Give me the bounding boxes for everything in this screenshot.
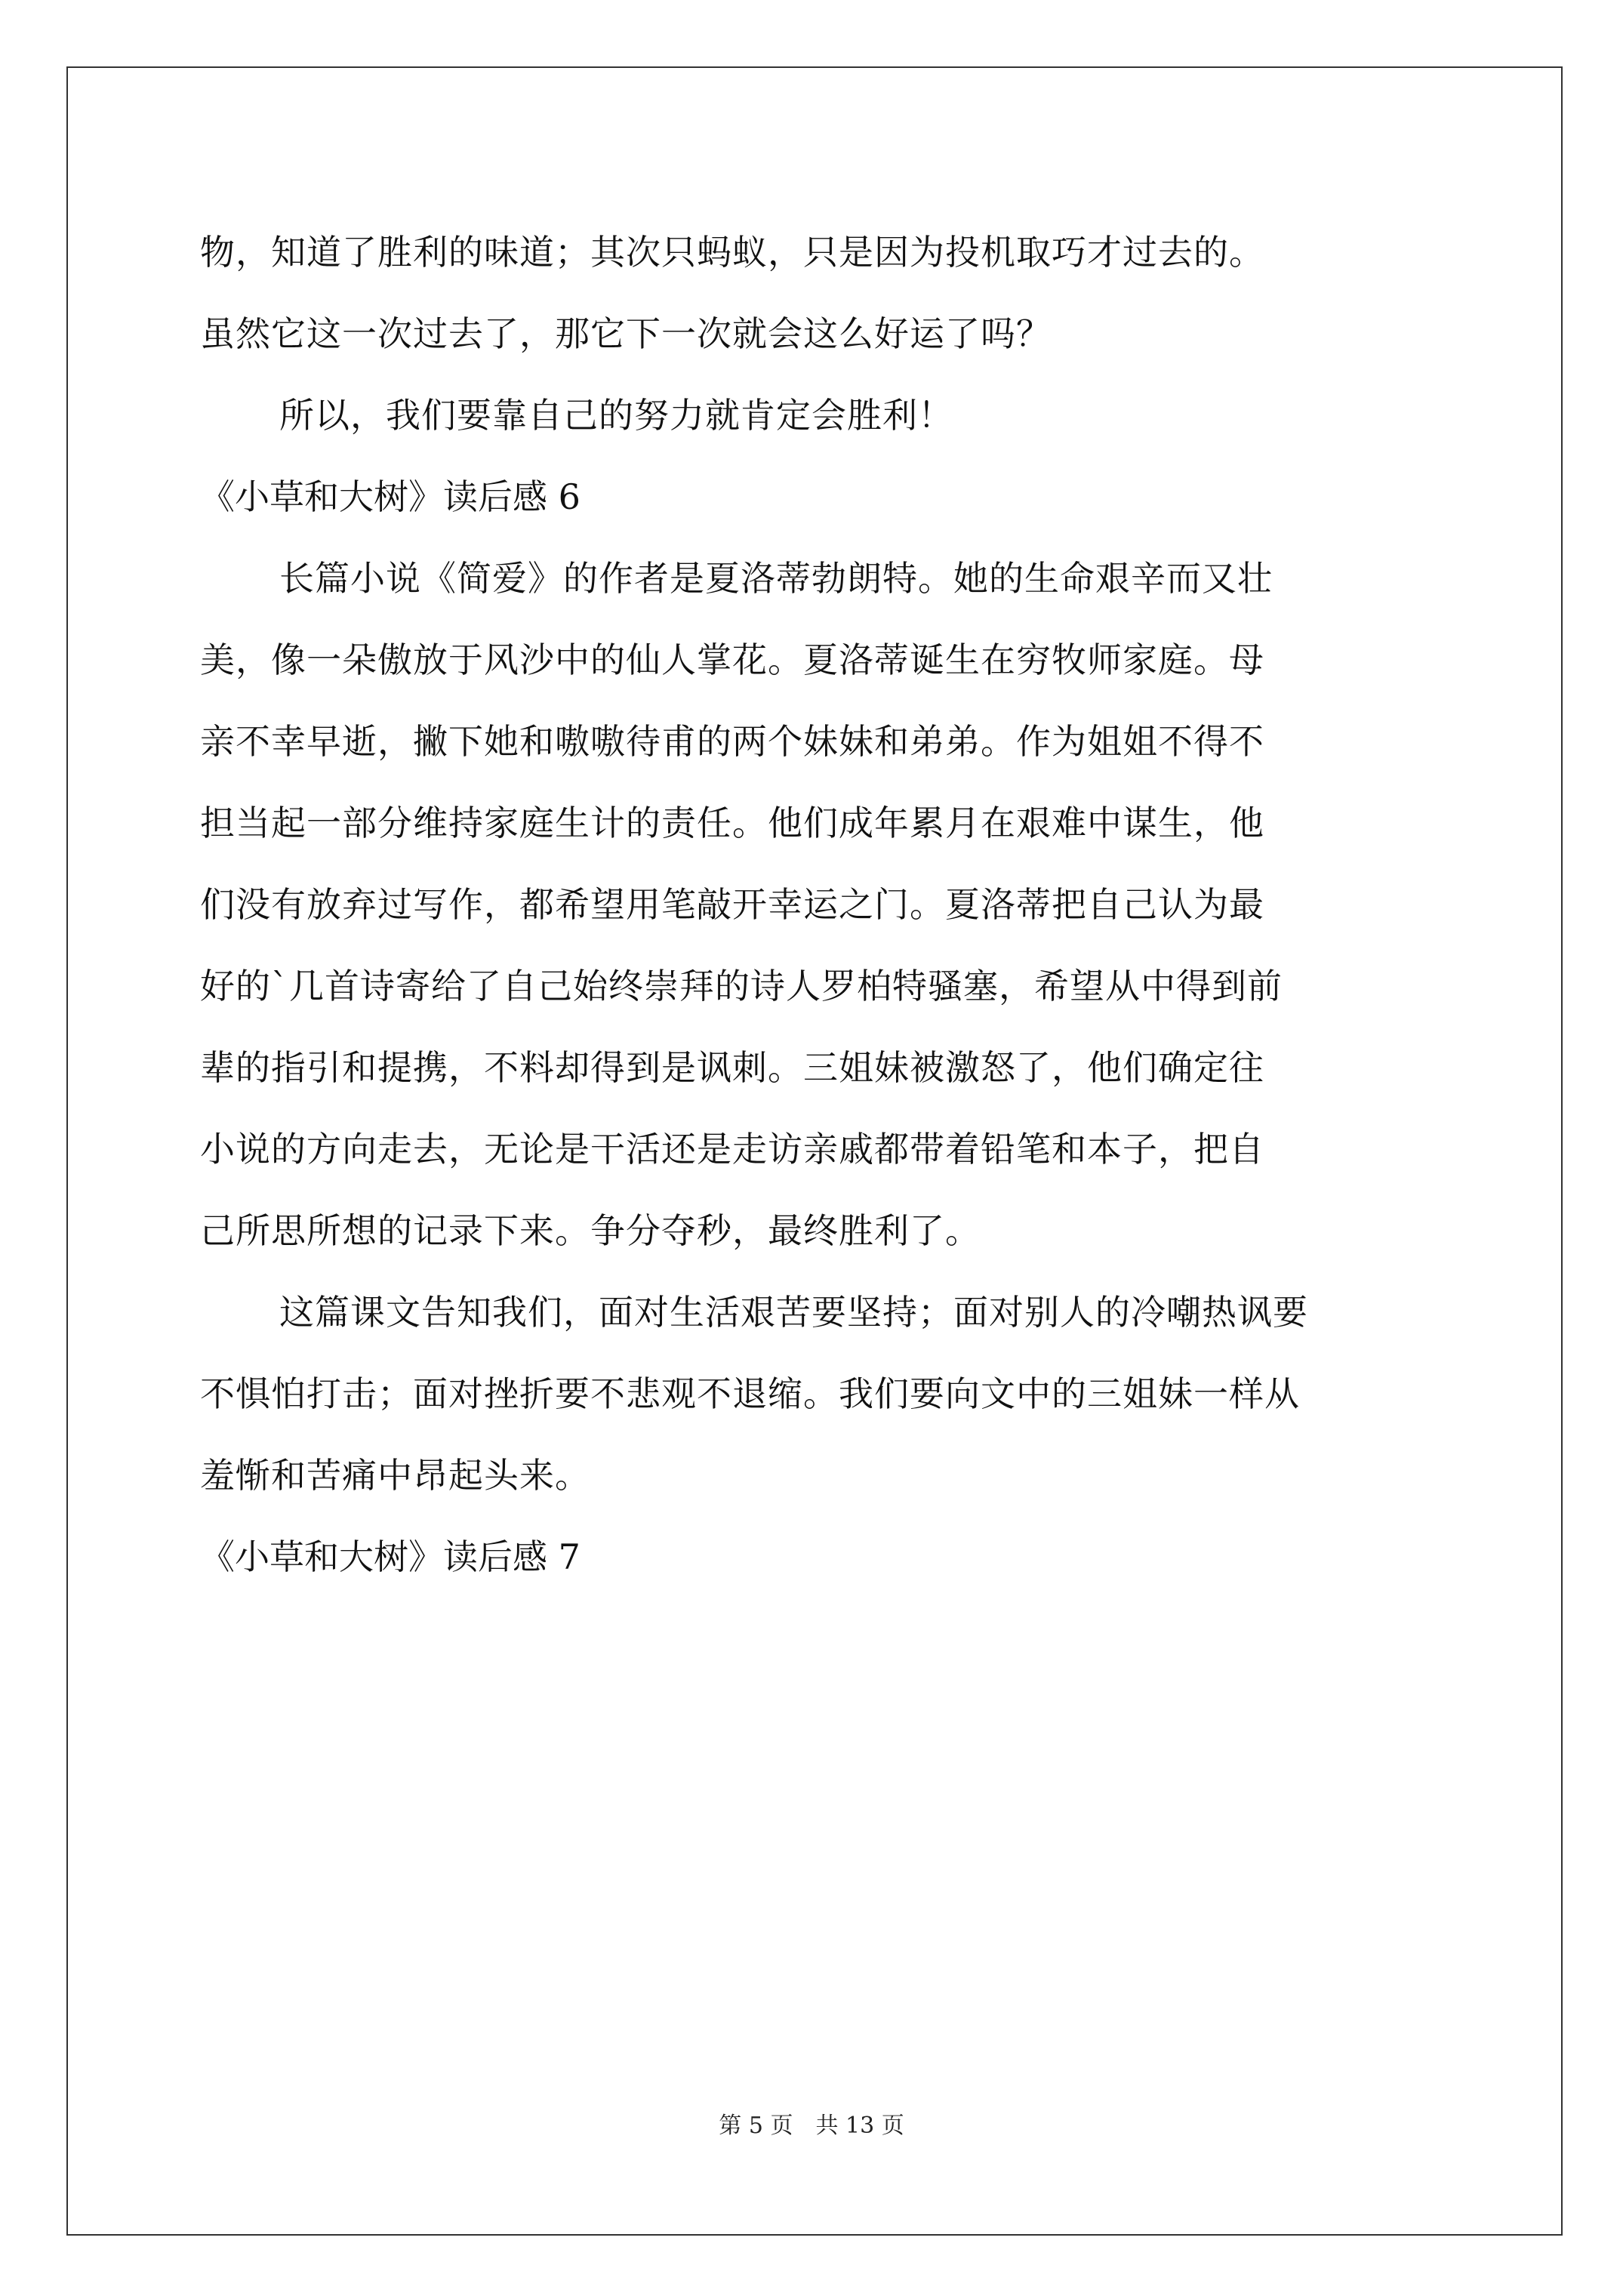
text-line: 长篇小说《简爱》的作者是夏洛蒂勃朗特。她的生命艰辛而又壮: [279, 558, 1273, 599]
text-line: 小说的方向走去，无论是干活还是走访亲戚都带着铅笔和本子，把自: [200, 1129, 1264, 1170]
text-line: 担当起一部分维持家庭生计的责任。他们成年累月在艰难中谋生，他: [200, 803, 1264, 843]
page-number: 第 5 页 共 13 页: [719, 2113, 904, 2139]
text-line: 亲不幸早逝，撇下她和嗷嗷待甫的两个妹妹和弟弟。作为姐姐不得不: [200, 721, 1264, 762]
text-line: 们没有放弃过写作，都希望用笔敲开幸运之门。夏洛蒂把自己认为最: [200, 884, 1264, 925]
text-line: 美，像一朵傲放于风沙中的仙人掌花。夏洛蒂诞生在穷牧师家庭。母: [200, 639, 1264, 680]
text-line: 虽然它这一次过去了，那它下一次就会这么好运了吗？: [200, 313, 1052, 354]
text-line: 不惧怕打击；面对挫折要不悲观不退缩。我们要向文中的三姐妹一样从: [200, 1373, 1300, 1414]
text-line: 好的`几首诗寄给了自己始终崇拜的诗人罗柏特骚塞，希望从中得到前: [200, 966, 1283, 1006]
section-heading-7: 《小草和大树》读后感 7: [200, 1536, 581, 1577]
document-body: [200, 211, 1431, 1598]
conclusion-line: 所以，我们要靠自己的努力就肯定会胜利！: [279, 395, 953, 436]
section-heading-6: 《小草和大树》读后感 6: [200, 476, 581, 517]
text-line: 这篇课文告知我们，面对生活艰苦要坚持；面对别人的冷嘲热讽要: [279, 1292, 1308, 1333]
text-line: 羞惭和苦痛中昂起头来。: [200, 1455, 590, 1496]
text-line: 辈的指引和提携，不料却得到是讽刺。三姐妹被激怒了，他们确定往: [200, 1047, 1264, 1088]
text-line: 物，知道了胜利的味道；其次只蚂蚁，只是因为投机取巧才过去的。: [200, 232, 1264, 273]
text-line: 己所思所想的记录下来。争分夺秒，最终胜利了。: [200, 1210, 981, 1251]
